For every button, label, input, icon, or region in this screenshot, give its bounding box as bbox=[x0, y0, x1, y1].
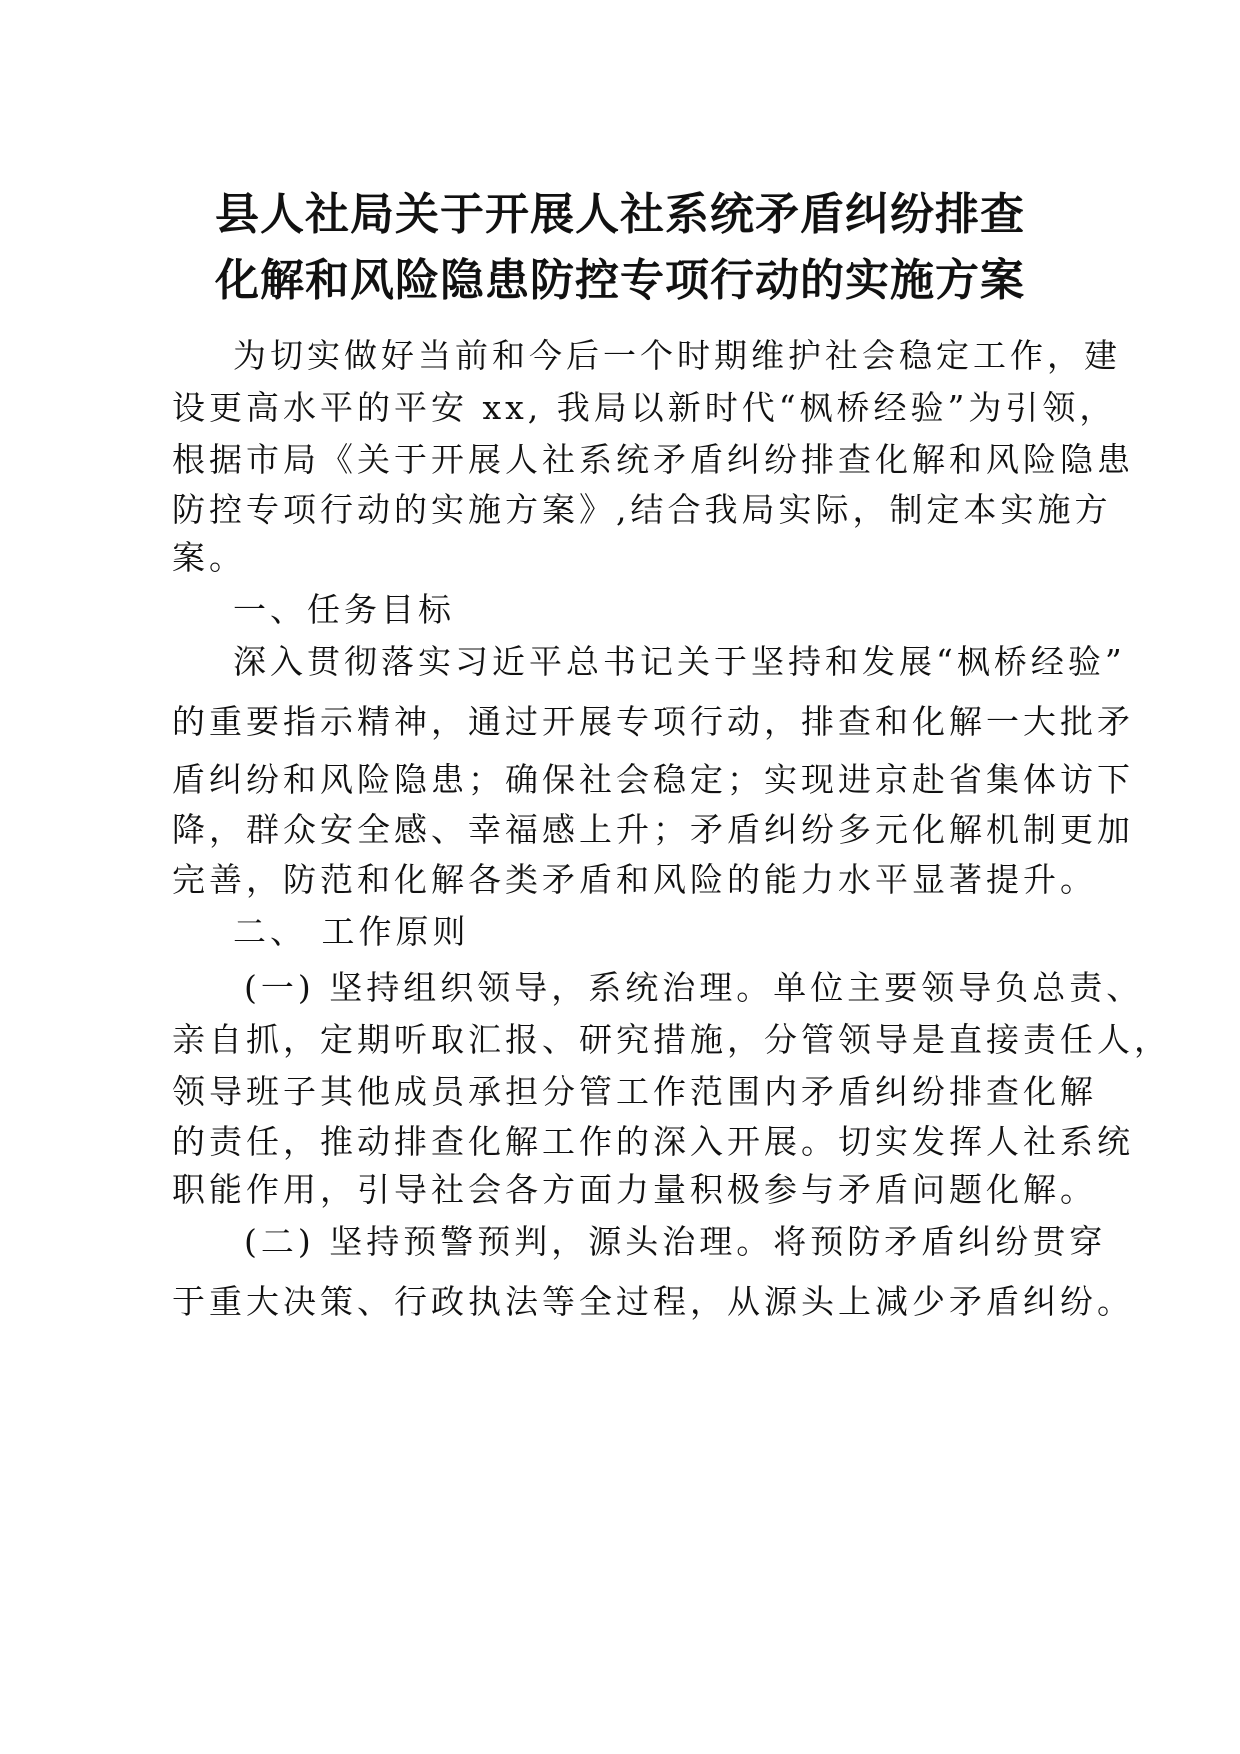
paragraph-line: 领导班子其他成员承担分管工作范围内矛盾纠纷排查化解 bbox=[172, 1072, 1097, 1111]
paragraph-line: 根据市局《关于开展人社系统矛盾纠纷排查化解和风险隐患 bbox=[172, 440, 1134, 479]
paragraph-line: 案。 bbox=[172, 538, 246, 577]
paragraph-line: 设更高水平的平安 xx, 我局以新时代“枫桥经验”为引领， bbox=[172, 388, 1117, 427]
paragraph-line: 深入贯彻落实习近平总书记关于坚持和发展“枫桥经验” bbox=[233, 642, 1126, 681]
paragraph-line: 盾纠纷和风险隐患；确保社会稳定；实现进京赴省集体访下 bbox=[172, 760, 1134, 799]
paragraph-line: 降，群众安全感、幸福感上升；矛盾纠纷多元化解机制更加 bbox=[172, 810, 1134, 849]
paragraph-line: 的重要指示精神，通过开展专项行动，排查和化解一大批矛 bbox=[172, 702, 1134, 741]
document-title-line-1: 县人社局关于开展人社系统矛盾纠纷排查 bbox=[215, 189, 1025, 240]
paragraph-line: 职能作用，引导社会各方面力量积极参与矛盾问题化解。 bbox=[172, 1170, 1097, 1209]
document-title-line-2: 化解和风险隐患防控专项行动的实施方案 bbox=[215, 255, 1025, 306]
paragraph-line: 为切实做好当前和今后一个时期维护社会稳定工作，建 bbox=[233, 336, 1121, 375]
paragraph-line: 防控专项行动的实施方案》,结合我局实际，制定本实施方 bbox=[172, 490, 1112, 529]
paragraph-line: (一) 坚持组织领导，系统治理。单位主要领导负总责、 bbox=[244, 968, 1144, 1007]
paragraph-line: 于重大决策、行政执法等全过程，从源头上减少矛盾纠纷。 bbox=[172, 1282, 1134, 1321]
paragraph-line: (二) 坚持预警预判，源头治理。将预防矛盾纠纷贯穿 bbox=[244, 1222, 1107, 1261]
paragraph-line: 完善，防范和化解各类矛盾和风险的能力水平显著提升。 bbox=[172, 860, 1097, 899]
paragraph-line: 亲自抓，定期听取汇报、研究措施，分管领导是直接责任人， bbox=[172, 1020, 1171, 1059]
section-heading: 一、任务目标 bbox=[233, 590, 455, 629]
paragraph-line: 的责任，推动排查化解工作的深入开展。切实发挥人社系统 bbox=[172, 1122, 1134, 1161]
section-heading: 二、 工作原则 bbox=[233, 912, 470, 951]
